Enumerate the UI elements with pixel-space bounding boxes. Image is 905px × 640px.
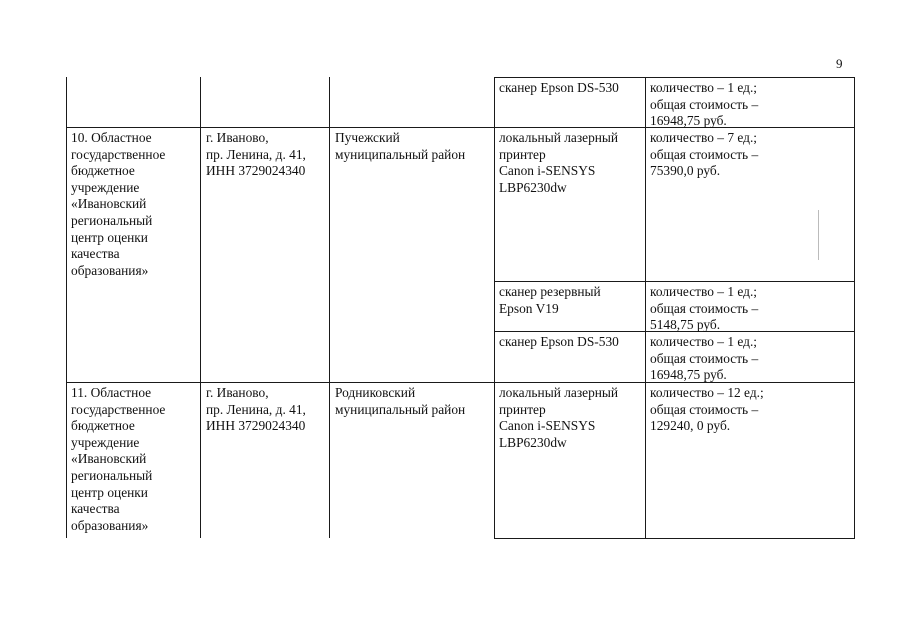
equipment-cell: сканер резервный Epson V19 bbox=[499, 284, 601, 316]
row-divider bbox=[494, 281, 855, 282]
quantity-cell: количество – 1 ед.; общая стоимость – 16948,75 руб. bbox=[650, 80, 759, 129]
quantity-cell: количество – 1 ед.; общая стоимость – 5148,75 руб. bbox=[650, 284, 759, 333]
district-cell: Родниковский муниципальный район bbox=[335, 385, 466, 417]
district-cell: Пучежский муниципальный район bbox=[335, 130, 466, 162]
column-divider bbox=[329, 77, 330, 538]
column-divider bbox=[494, 77, 495, 538]
quantity-cell: количество – 12 ед.; общая стоимость – 129240, 0 руб. bbox=[650, 385, 764, 434]
equipment-cell: сканер Epson DS-530 bbox=[499, 80, 619, 95]
column-divider bbox=[854, 77, 855, 538]
equipment-cell: сканер Epson DS-530 bbox=[499, 334, 619, 349]
equipment-cell: локальный лазерный принтер Canon i-SENSYS LBP6230dw bbox=[499, 130, 619, 195]
scan-artifact bbox=[818, 210, 819, 260]
row-divider bbox=[494, 77, 855, 78]
quantity-cell: количество – 1 ед.; общая стоимость – 16948,75 руб. bbox=[650, 334, 759, 383]
column-divider bbox=[645, 77, 646, 538]
page-number: 9 bbox=[836, 56, 843, 71]
organization-cell: 10. Областное государственное бюджетное учреждение «Ивановский региональный центр оценки качества образования» bbox=[71, 130, 166, 278]
address-cell: г. Иваново, пр. Ленина, д. 41, ИНН 3729024340 bbox=[206, 130, 306, 179]
column-divider bbox=[200, 77, 201, 538]
equipment-cell: локальный лазерный принтер Canon i-SENSYS LBP6230dw bbox=[499, 385, 619, 450]
quantity-cell: количество – 7 ед.; общая стоимость – 75390,0 руб. bbox=[650, 130, 759, 179]
row-divider bbox=[494, 538, 855, 539]
address-cell: г. Иваново, пр. Ленина, д. 41, ИНН 3729024340 bbox=[206, 385, 306, 434]
organization-cell: 11. Областное государственное бюджетное учреждение «Ивановский региональный центр оценки качества образования» bbox=[71, 385, 166, 533]
column-divider bbox=[66, 77, 67, 538]
